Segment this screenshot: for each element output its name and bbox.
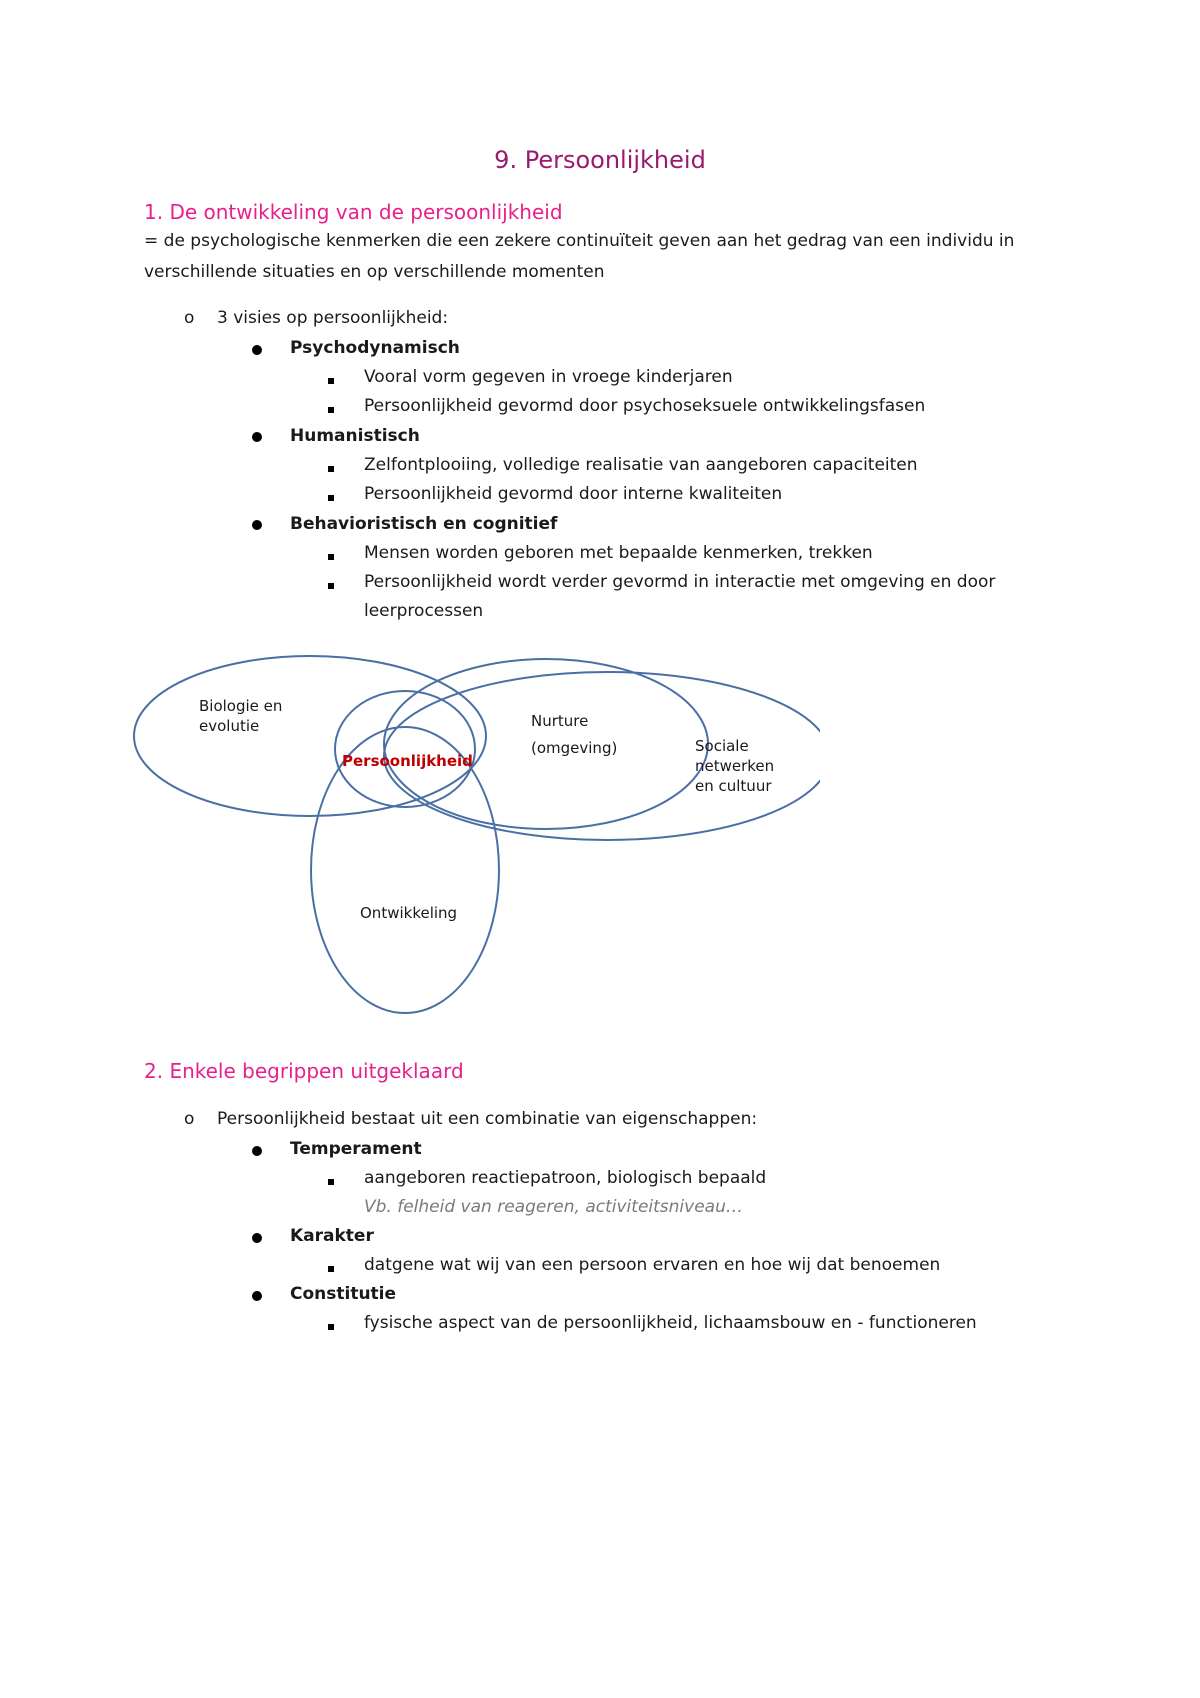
term-point: aangeboren reactiepatroon, biologisch bepaald xyxy=(364,1168,767,1188)
square-bullet-icon xyxy=(328,407,334,413)
label-nurture-2: (omgeving) xyxy=(531,739,618,757)
vision-point: Persoonlijkheid wordt verder gevormd in interactie met omgeving en door xyxy=(364,572,996,592)
label-biologie-2: evolutie xyxy=(199,717,260,735)
bullet-dot-icon xyxy=(252,432,262,442)
bullet-dot-icon xyxy=(252,1233,262,1243)
bullet-dot-icon xyxy=(252,1291,262,1301)
vision-name: Psychodynamisch xyxy=(290,338,460,358)
label-sociale-1: Sociale xyxy=(695,737,749,755)
square-bullet-icon xyxy=(328,495,334,501)
bullet-dot-icon xyxy=(252,345,262,355)
square-bullet-icon xyxy=(328,378,334,384)
bullet-dot-icon xyxy=(252,520,262,530)
vision-point: Vooral vorm gegeven in vroege kinderjaren xyxy=(364,367,733,387)
term-name: Karakter xyxy=(290,1226,374,1246)
square-bullet-icon xyxy=(328,1324,334,1330)
section2-list-intro: Persoonlijkheid bestaat uit een combinatie van eigenschappen: xyxy=(217,1109,758,1129)
square-bullet-icon xyxy=(328,554,334,560)
bullet-dot-icon xyxy=(252,1146,262,1156)
vision-point: Persoonlijkheid gevormd door interne kwaliteiten xyxy=(364,484,783,504)
term-name: Temperament xyxy=(290,1139,422,1159)
vision-point: Mensen worden geboren met bepaalde kenmerken, trekken xyxy=(364,543,873,563)
label-sociale-2: netwerken xyxy=(695,757,775,775)
page-title: 9. Persoonlijkheid xyxy=(494,146,706,174)
label-sociale-3: en cultuur xyxy=(695,777,772,795)
vision-point-continued: leerprocessen xyxy=(364,601,484,621)
term-name: Constitutie xyxy=(290,1284,397,1304)
vision-point: Zelfontplooiing, volledige realisatie van aangeboren capaciteiten xyxy=(364,455,918,475)
circle-bullet-icon: o xyxy=(184,308,195,328)
venn-diagram xyxy=(120,655,820,1020)
section1-definition: = de psychologische kenmerken die een zekere continuïteit geven aan het gedrag van een individu in verschillende situaties en op verschillende momenten xyxy=(144,231,1015,282)
ellipse-biologie xyxy=(134,656,486,816)
label-biologie-1: Biologie en xyxy=(199,697,283,715)
square-bullet-icon xyxy=(328,1179,334,1185)
term-point: fysische aspect van de persoonlijkheid, lichaamsbouw en - functioneren xyxy=(364,1313,977,1333)
section1-list-intro: 3 visies op persoonlijkheid: xyxy=(217,308,449,328)
vision-name: Behavioristisch en cognitief xyxy=(290,514,558,534)
square-bullet-icon xyxy=(328,1266,334,1272)
vision-point: Persoonlijkheid gevormd door psychoseksuele ontwikkelingsfasen xyxy=(364,396,926,416)
term-point: datgene wat wij van een persoon ervaren en hoe wij dat benoemen xyxy=(364,1255,941,1275)
section1-heading: 1. De ontwikkeling van de persoonlijkheid xyxy=(144,200,563,224)
square-bullet-icon xyxy=(328,466,334,472)
circle-bullet-icon: o xyxy=(184,1109,195,1129)
section2-heading: 2. Enkele begrippen uitgeklaard xyxy=(144,1059,464,1083)
label-center: Persoonlijkheid xyxy=(342,752,473,770)
square-bullet-icon xyxy=(328,583,334,589)
label-ontwikkeling: Ontwikkeling xyxy=(360,904,458,922)
term-example: Vb. felheid van reageren, activiteitsniveau… xyxy=(364,1197,743,1217)
vision-name: Humanistisch xyxy=(290,426,420,446)
label-nurture-1: Nurture xyxy=(531,712,589,730)
